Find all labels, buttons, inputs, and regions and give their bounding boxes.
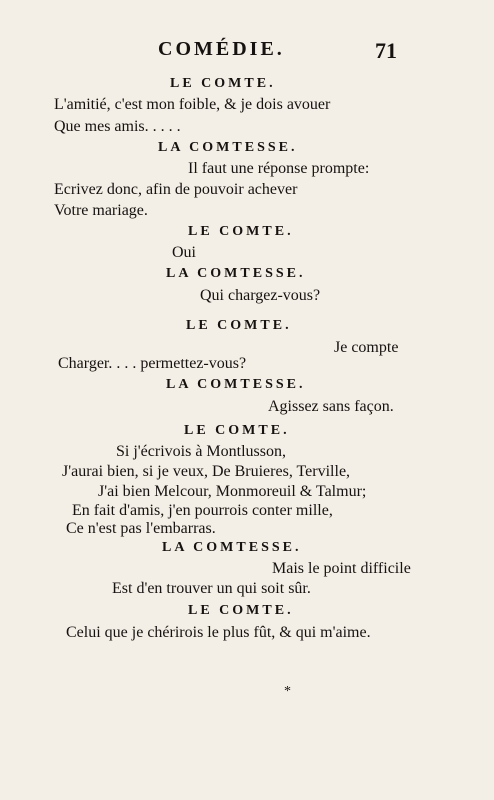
verse-line: En fait d'amis, j'en pourrois conter mille, [72,502,333,519]
speaker-label: LA COMTESSE. [166,266,306,281]
verse-line: J'ai bien Melcour, Monmoreuil & Talmur; [98,483,367,500]
verse-line: Qui chargez-vous? [200,287,321,304]
running-head: COMÉDIE. [158,38,285,60]
verse-line: Il faut une réponse prompte: [188,160,370,177]
speaker-label: LE COMTE. [170,76,276,91]
speaker-label: LA COMTESSE. [158,140,298,155]
verse-line: Agissez sans façon. [268,398,394,415]
verse-line: J'aurai bien, si je veux, De Bruieres, Terville, [62,463,351,480]
page-number: 71 [375,38,397,63]
speaker-label: LE COMTE. [188,603,294,618]
verse-line: Je compte [334,339,399,356]
verse-line: Ecrivez donc, afin de pouvoir achever [54,181,298,198]
verse-line: Celui que je chérirois le plus fût, & qui m'aime. [66,624,371,641]
verse-line: Mais le point difficile [272,560,411,577]
speaker-label: LA COMTESSE. [162,540,302,555]
verse-line: Votre mariage. [54,202,148,219]
ornament-mark: * [284,684,291,699]
verse-line: Oui [172,244,196,261]
verse-line: Est d'en trouver un qui soit sûr. [112,580,311,597]
verse-line: Si j'écrivois à Montlusson, [116,443,286,460]
verse-line: Que mes amis. . . . . [54,118,181,135]
verse-line: L'amitié, c'est mon foible, & je dois avouer [54,96,331,113]
verse-line: Ce n'est pas l'embarras. [66,520,216,537]
speaker-label: LE COMTE. [184,423,290,438]
speaker-label: LA COMTESSE. [166,377,306,392]
speaker-label: LE COMTE. [186,318,292,333]
verse-line: Charger. . . . permettez-vous? [58,355,247,372]
speaker-label: LE COMTE. [188,224,294,239]
